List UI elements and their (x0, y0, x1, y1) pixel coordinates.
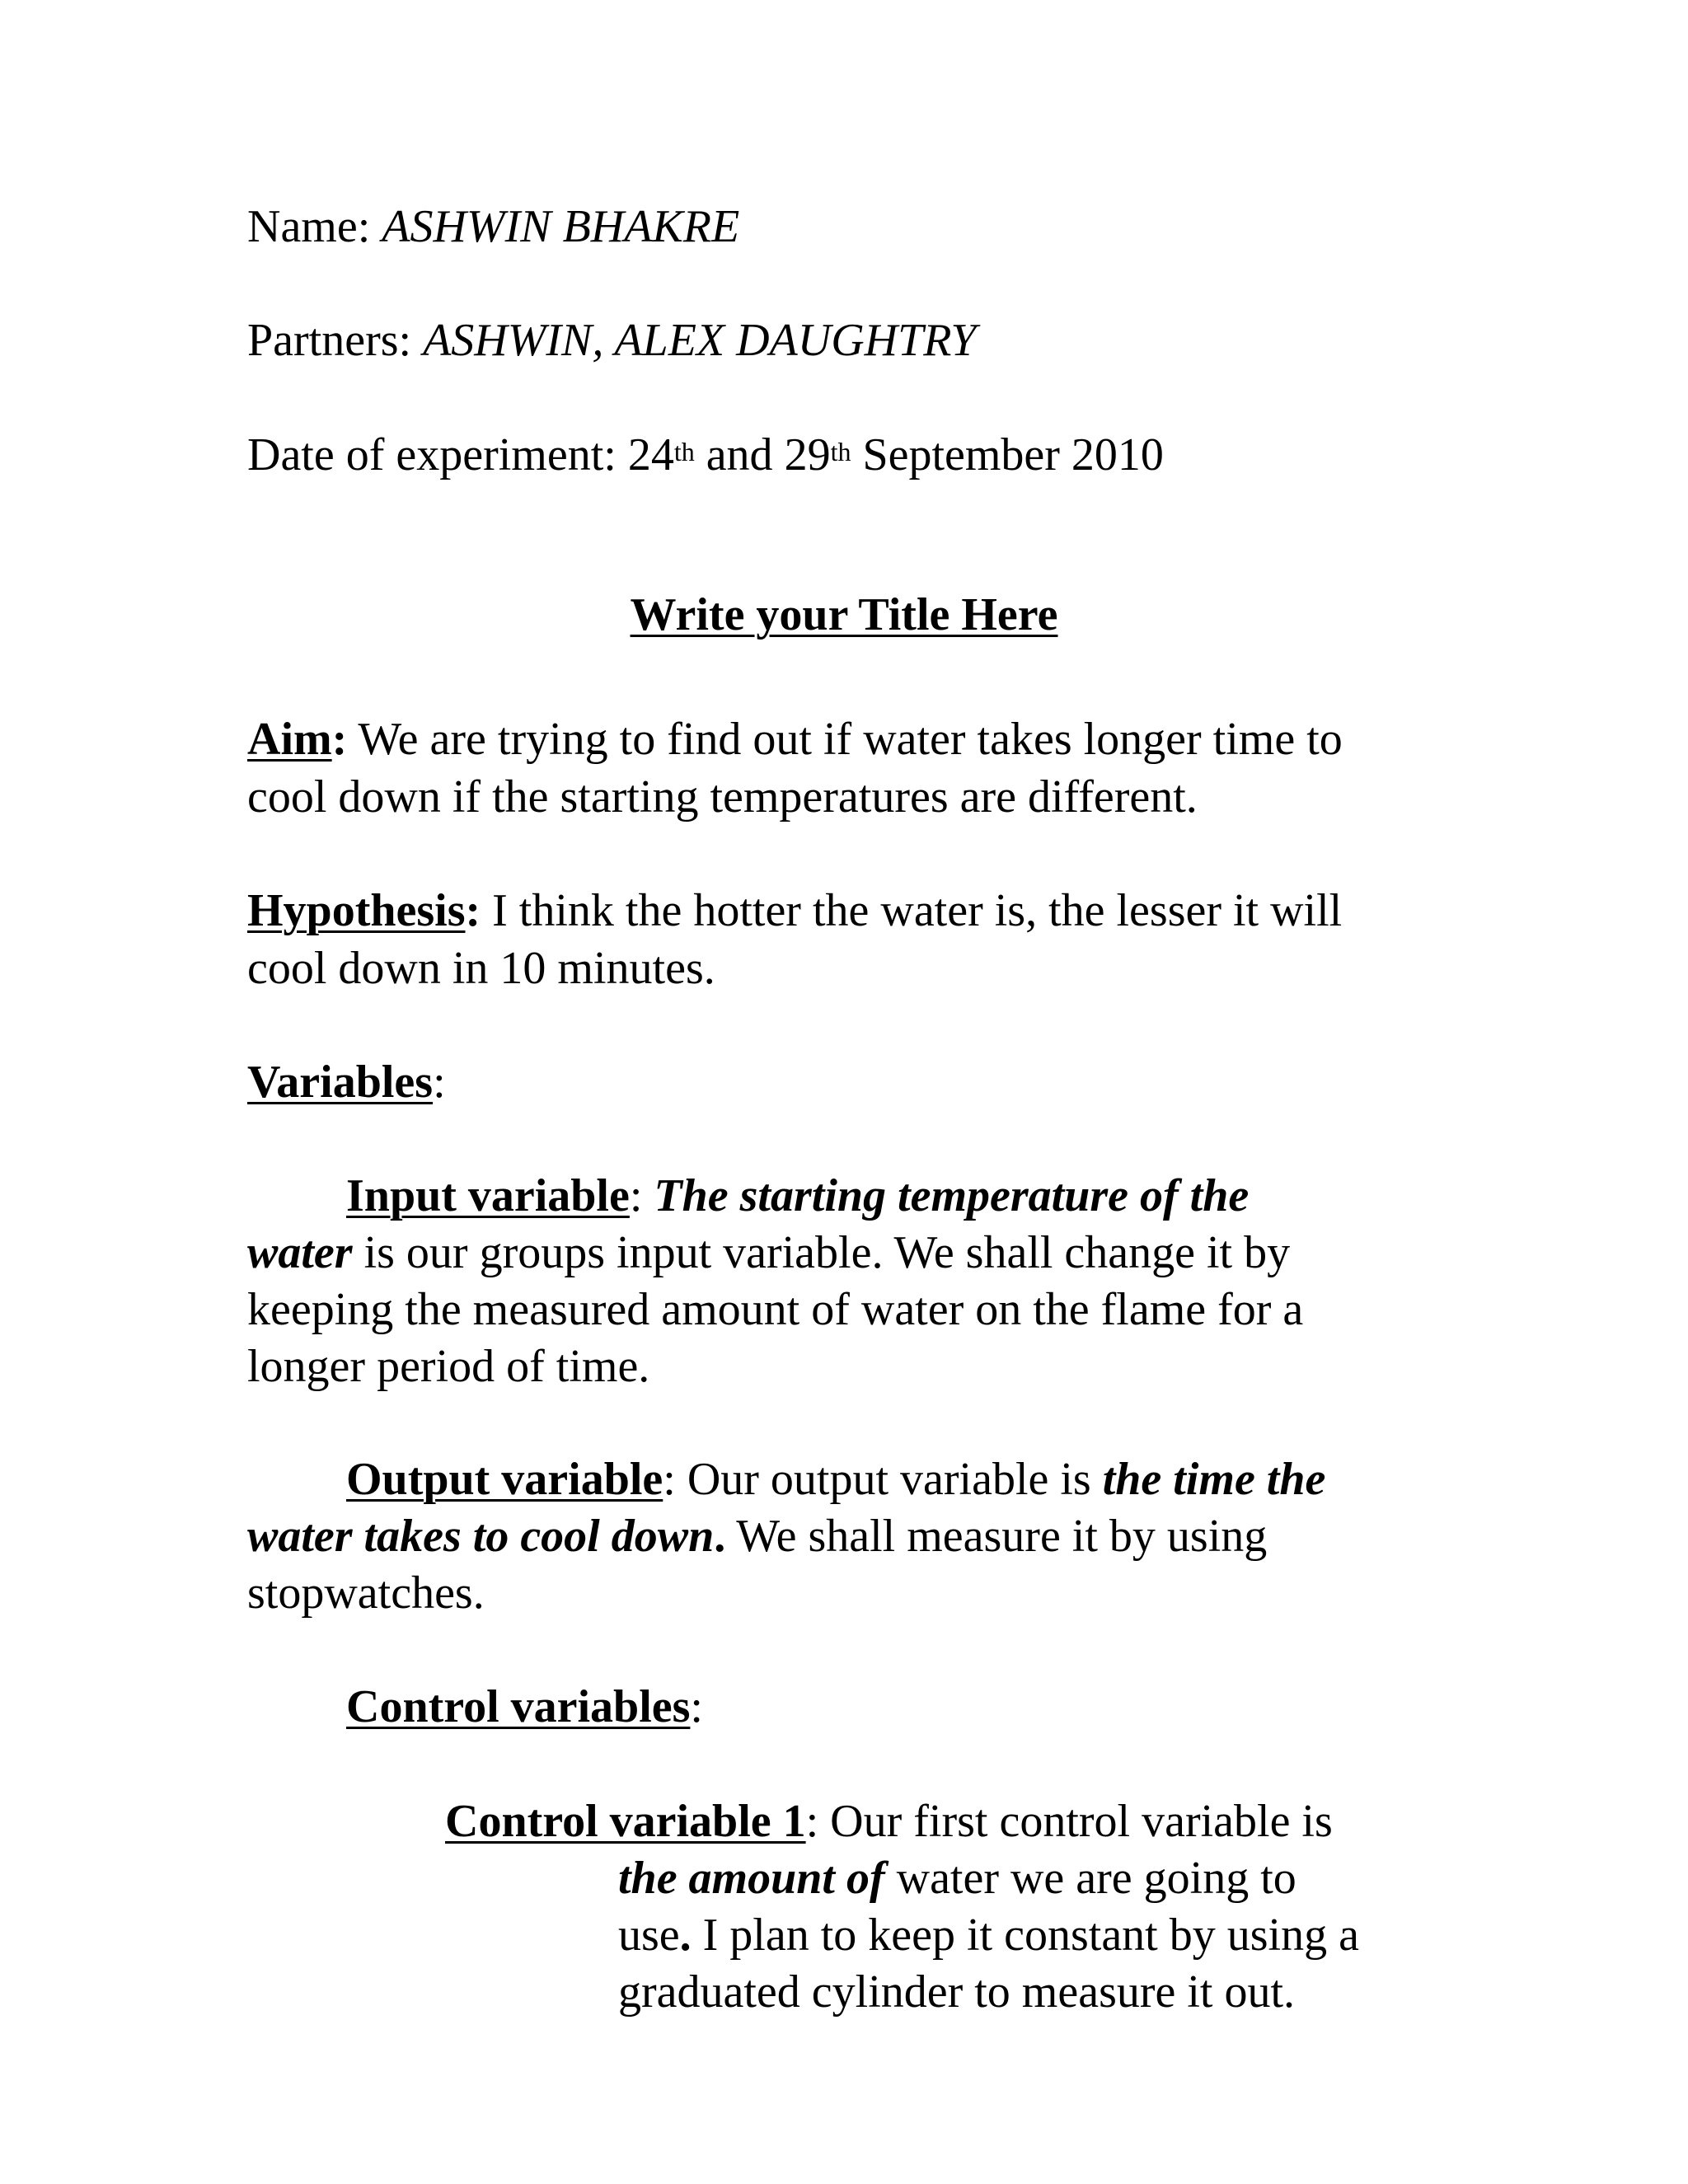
input-variable-text-4: longer period of time. (247, 1341, 650, 1392)
aim-line-2 (247, 768, 1198, 826)
control-variable-1-line-2 (618, 1849, 1296, 1907)
variables-label: Variables (247, 1057, 434, 1108)
hypothesis-line-1 (247, 882, 1342, 940)
control-variable-1-text-3-start: use (618, 1910, 680, 1961)
output-variable-line-1 (346, 1451, 1325, 1508)
date-line (247, 426, 1164, 484)
aim-colon: : (331, 714, 348, 765)
hypothesis-line-2 (247, 940, 715, 997)
document-title (0, 586, 1688, 644)
output-variable-text-1: Our output variable is (687, 1454, 1091, 1505)
hypothesis-colon: : (465, 885, 481, 936)
control-variable-1-text-4: graduated cylinder to measure it out. (618, 1966, 1296, 2018)
input-variable-text-2: is our groups input variable. We shall change it by (363, 1227, 1291, 1278)
control-variable-1-text-1: Our first control variable is (830, 1796, 1333, 1847)
date-day1-suffix: th (673, 437, 695, 466)
input-variable-label: Input variable (346, 1170, 630, 1221)
name-label: Name: (247, 201, 371, 252)
date-day2: 29 (784, 429, 831, 480)
input-variable-text-3: keeping the measured amount of water on the flame for a (247, 1284, 1304, 1335)
hypothesis-text-1: I think the hotter the water is, the lesser it will (492, 885, 1343, 936)
output-variable-line-2 (247, 1507, 1267, 1565)
partners-line (247, 312, 977, 369)
control-variables-heading (346, 1678, 703, 1736)
input-variable-emphasis-2: water (247, 1227, 353, 1278)
output-variable-period: . (714, 1511, 726, 1562)
variables-heading (247, 1053, 446, 1111)
aim-label: Aim (247, 714, 332, 765)
input-variable-emphasis-1: The starting temperature of the (654, 1170, 1250, 1221)
output-variable-label: Output variable (346, 1454, 663, 1505)
input-variable-line-2 (247, 1224, 1290, 1282)
control-variable-1-period: . (679, 1910, 692, 1961)
input-variable-line-4 (247, 1338, 649, 1395)
date-day1: 24 (627, 429, 674, 480)
input-variable-colon: : (629, 1170, 643, 1221)
control-variable-1-line-3 (618, 1906, 1359, 1964)
control-variables-colon: : (690, 1681, 703, 1732)
title-text: Write your Title Here (630, 589, 1058, 640)
output-variable-emphasis-1: the time the (1102, 1454, 1326, 1505)
name-value: ASHWIN BHAKRE (382, 201, 740, 252)
control-variable-1-text-2: water we are going to (896, 1853, 1296, 1904)
input-variable-line-3 (247, 1281, 1303, 1338)
output-variable-text-2: We shall measure it by using (736, 1511, 1268, 1562)
output-variable-colon: : (663, 1454, 676, 1505)
control-variable-1-colon: : (805, 1796, 819, 1847)
control-variable-1-line-4 (618, 1963, 1295, 2021)
date-day2-suffix: th (830, 437, 851, 466)
variables-colon: : (433, 1057, 446, 1108)
name-line (247, 198, 739, 255)
hypothesis-text-2: cool down in 10 minutes. (247, 943, 715, 994)
control-variable-1-line-1 (445, 1793, 1333, 1850)
partners-label: Partners: (247, 315, 412, 366)
hypothesis-label: Hypothesis (247, 885, 466, 936)
date-label: Date of experiment: (247, 429, 617, 480)
date-rest: September 2010 (862, 429, 1164, 480)
aim-text-1: We are trying to find out if water takes longer time to (358, 714, 1343, 765)
output-variable-emphasis-2: water takes to cool down (247, 1511, 715, 1562)
aim-line-1 (247, 710, 1343, 768)
control-variable-1-emphasis: the amount of (618, 1853, 885, 1904)
control-variable-1-text-3: I plan to keep it constant by using a (702, 1910, 1359, 1961)
control-variables-label: Control variables (346, 1681, 691, 1732)
output-variable-text-3: stopwatches. (247, 1568, 485, 1619)
input-variable-line-1 (346, 1167, 1249, 1225)
partners-value: ASHWIN, ALEX DAUGHTRY (423, 315, 977, 366)
aim-text-2: cool down if the starting temperatures are different. (247, 771, 1198, 823)
date-and: and (706, 429, 773, 480)
control-variable-1-label: Control variable 1 (445, 1796, 806, 1847)
output-variable-line-3 (247, 1564, 485, 1622)
